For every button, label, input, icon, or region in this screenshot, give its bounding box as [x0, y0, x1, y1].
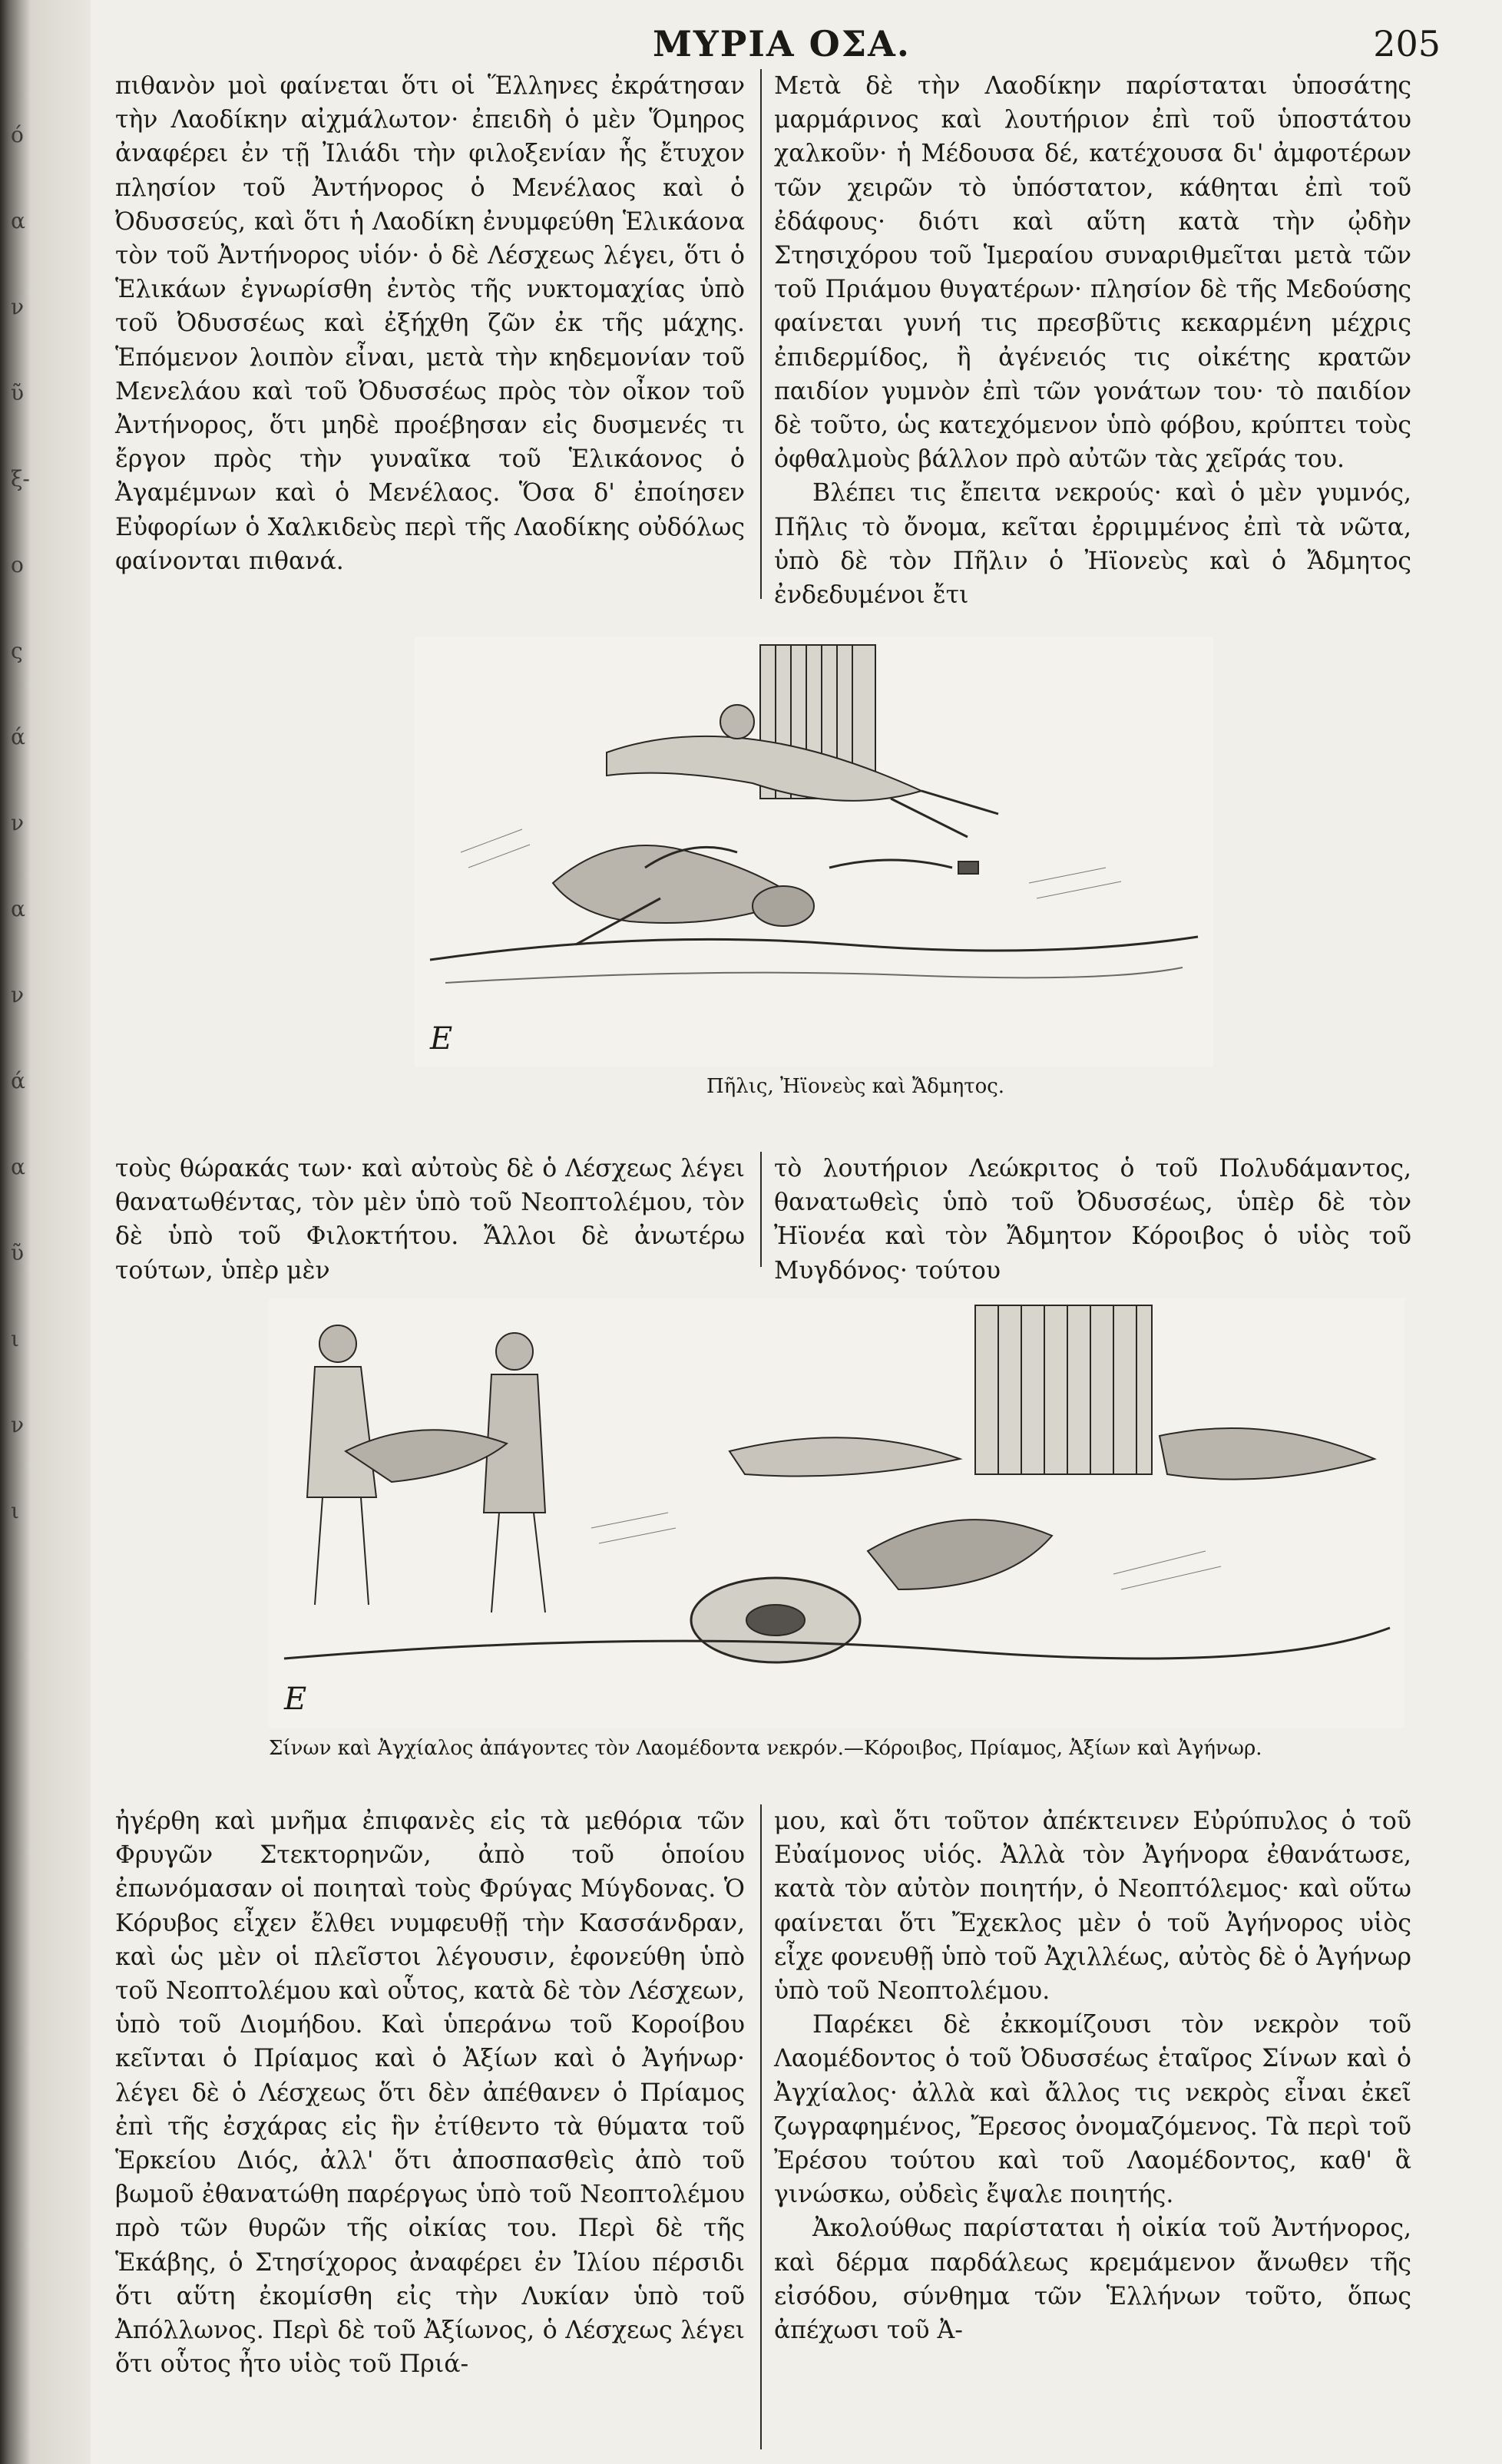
block2-left-column: [115, 1152, 745, 1285]
margin-fragment: ν: [11, 294, 25, 319]
page-number: 205: [1373, 23, 1441, 64]
margin-fragment: ν: [11, 982, 25, 1007]
block1-left-column: [115, 69, 745, 591]
running-header: [0, 17, 1502, 63]
margin-fragment: ά: [11, 1068, 25, 1093]
margin-fragment: α: [11, 1154, 25, 1179]
column-divider: [760, 69, 762, 599]
figure2-caption: Σίνων καὶ Ἀγχίαλος ἀπάγοντες τὸν Λαομέδοντα νεκρόν.—Κόροιβος, Πρίαμος, Ἀξίων καὶ Ἀγήνωρ.: [269, 1737, 1262, 1760]
margin-fragment: ι: [11, 1498, 19, 1523]
paragraph: πιθανὸν μοὶ φαίνεται ὅτι οἱ Ἕλληνες ἐκράτησαν τὴν Λαοδίκην αἰχμάλωτον· ἐπειδὴ ὁ μὲν Ὅμηρος ἀναφέρει ἐν τῇ Ἰλιάδι τὴν φιλοξενίαν ἧς ἔτυχον πλησίον τοῦ Ἀντήνορος ὁ Μενέλαος καὶ ὁ Ὀδυσσεύς, καὶ ὅτι ἡ Λαοδίκη ἐνυμφεύθη Ἑλικάονα τὸν τοῦ Ἀντήνορος υἱόν· ὁ δὲ Λέσχεως λέγει, ὅτι ὁ Ἑλικάων ἐγνωρίσθη ἐντὸς τῆς νυκτομαχίας ὑπὸ τοῦ Ὀδυσσέως καὶ ἐξήχθη ζῶν ἐκ τῆς μάχης. Ἑπόμενον λοιπὸν εἶναι, μετὰ τὴν κηδεμονίαν τοῦ Μενελάου καὶ τοῦ Ὀδυσσέως πρὸς τὸν οἶκον τοῦ Ἀντήνορος, ὅτι μηδὲ προέβησαν εἰς δυσμενές τι ἔργον πρὸς τὴν γυναῖκα τοῦ Ἑλικάονος ὁ Ἀγαμέμνων καὶ ὁ Μενέλαος. Ὅσα δ' ἐποίησεν Εὐφορίων ὁ Χαλκιδεὺς περὶ τῆς Λαοδίκης οὐδόλως φαίνονται πιθανά.: [115, 72, 745, 575]
paragraph: τοὺς θώρακάς των· καὶ αὐτοὺς δὲ ὁ Λέσχεως λέγει θανατωθέντας, τὸν μὲν ὑπὸ τοῦ Νεοπτολέμου, τὸν δὲ ὑπὸ τοῦ Φιλοκτήτου. Ἄλλοι δὲ ἀνωτέρω τούτων, ὑπὲρ μὲν: [115, 1155, 745, 1285]
margin-fragment: ῦ: [11, 1240, 25, 1265]
paragraph: Ἀκολούθως παρίσταται ἡ οἰκία τοῦ Ἀντήνορος, καὶ δέρμα παρδάλεως κρεμάμενον ἄνωθεν τῆς εἰσόδου, σύνθημα τῶν Ἑλλήνων τοῦτο, ὅπως ἀπέχωσι τοῦ Ἀ-: [774, 2214, 1411, 2345]
paragraph: τὸ λουτήριον Λεώκριτος ὁ τοῦ Πολυδάμαντος, θανατωθεὶς ὑπὸ τοῦ Ὀδυσσέως, ὑπὲρ δὲ τὸν Ἠϊονέα καὶ τὸν Ἄδμητον Κόροιβος ὁ υἱὸς τοῦ Μυγδόνος· τούτου: [774, 1155, 1411, 1285]
block2-right-column: [774, 1152, 1411, 1285]
margin-fragment: ι: [11, 1326, 19, 1351]
paragraph: Βλέπει τις ἔπειτα νεκρούς· καὶ ὁ μὲν γυμνός, Πῆλις τὸ ὄνομα, κεῖται ἐρριμμένος ἐπὶ τὰ νῶτα, ὑπὸ δὲ τὸν Πῆλιν ὁ Ἠϊονεὺς καὶ ὁ Ἄδμητος ἐνδεδυμένοι ἔτι: [774, 479, 1411, 610]
block1-right-column: [774, 69, 1411, 610]
running-title: ΜΥΡΙΑ ΟΣΑ.: [653, 23, 911, 64]
paragraph: μου, καὶ ὅτι τοῦτον ἀπέκτεινεν Εὐρύπυλος ὁ τοῦ Εὐαίμονος υἱός. Ἀλλὰ τὸν Ἀγήνορα ἐθανάτωσε, κατὰ τὸν αὐτὸν ποιητήν, ὁ Νεοπτόλεμος· καὶ οὕτω φαίνεται ὅτι Ἔχεκλος μὲν ὁ τοῦ Ἀγήνορος υἱὸς εἶχε φονευθῇ ὑπὸ τοῦ Ἀχιλλέως, αὐτὸς δὲ ὁ Ἀγήνωρ ὑπὸ τοῦ Νεοπτολέμου.: [774, 1807, 1411, 2006]
margin-fragment: ς: [11, 638, 23, 663]
engraving-fallen-warriors: [415, 637, 1213, 1067]
engraving-carrying-corpse: [269, 1298, 1405, 1728]
margin-fragment: α: [11, 208, 25, 233]
block3-right-column: [774, 1804, 1411, 2449]
engraver-monogram: E: [284, 1682, 307, 1717]
margin-fragment: ο: [11, 552, 24, 577]
previous-page-edge: [0, 0, 91, 2464]
column-divider: [760, 1804, 762, 2449]
paragraph: Παρέκει δὲ ἐκκομίζουσι τὸν νεκρὸν τοῦ Λαομέδοντος ὁ τοῦ Ὀδυσσέως ἑταῖρος Σίνων καὶ ὁ Ἀγχίαλος· ἀλλὰ καὶ ἄλλος τις νεκρὸς εἶναι ἐκεῖ ζωγραφημένος, Ἔρεσος ὀνομαζόμενος. Τὰ περὶ τοῦ Ἐρέσου τούτου καὶ τοῦ Λαομέδοντος, καθ' ἃ γινώσκω, οὐδεὶς ἔψαλε ποιητής.: [774, 2011, 1411, 2209]
previous-page-fragments: [11, 92, 41, 1554]
column-divider: [760, 1152, 762, 1267]
illustration-pelis-eioneus-admetos: [415, 637, 1213, 1067]
margin-fragment: ν: [11, 810, 25, 835]
paragraph: ἠγέρθη καὶ μνῆμα ἐπιφανὲς εἰς τὰ μεθόρια τῶν Φρυγῶν Στεκτορηνῶν, ἀπὸ τοῦ ὁποίου ἐπωνόμασαν οἱ ποιηταὶ τοὺς Φρύγας Μύγδονας. Ὁ Κόρυβος εἶχεν ἔλθει νυμφευθῇ τὴν Κασσάνδραν, καὶ ὡς μὲν οἱ πλεῖστοι λέγουσιν, ἐφονεύθη ὑπὸ τοῦ Νεοπτολέμου καὶ οὗτος, κατὰ δὲ τὸν Λέσχεων, ὑπὸ τοῦ Διομήδου. Καὶ ὑπεράνω τοῦ Κοροίβου κεῖνται ὁ Πρίαμος καὶ ὁ Ἀξίων καὶ ὁ Ἀγήνωρ· λέγει δὲ ὁ Λέσχεως ὅτι δὲν ἀπέθανεν ὁ Πρίαμος ἐπὶ τῆς ἐσχάρας εἰς ἣν ἐτίθεντο τὰ θύματα τοῦ Ἑρκείου Διός, ἀλλ' ὅτι ἀποσπασθεὶς ἀπὸ τοῦ βωμοῦ ἐθανατώθη παρέργως ὑπὸ τοῦ Νεοπτολέμου πρὸ τῶν θυρῶν τῆς οἰκίας του. Περὶ δὲ τῆς Ἑκάβης, ὁ Στησίχορος ἀναφέρει ἐν Ἰλίου πέρσιδι ὅτι αὕτη ἐκομίσθη εἰς τὴν Λυκίαν ὑπὸ τοῦ Ἀπόλλωνος. Περὶ δὲ τοῦ Ἀξίωνος, ὁ Λέσχεως λέγει ὅτι οὗτος ἦτο υἱὸς τοῦ Πριά-: [115, 1807, 745, 2379]
figure1-caption: Πῆλις, Ἠϊονεὺς καὶ Ἄδμητος.: [706, 1075, 1005, 1098]
margin-fragment: ν: [11, 1412, 25, 1437]
block3-left-column: [115, 1804, 745, 2449]
margin-fragment: ῦ: [11, 380, 25, 405]
engraver-monogram: E: [430, 1021, 453, 1057]
margin-fragment: ά: [11, 724, 25, 749]
margin-fragment: ξ-: [11, 466, 30, 491]
illustration-laomedon-corpse: [269, 1298, 1405, 1728]
paragraph: Μετὰ δὲ τὴν Λαοδίκην παρίσταται ὑποσάτης μαρμάρινος καὶ λουτήριον ἐπὶ τοῦ ὑποστάτου χαλκοῦν· ἡ Μέδουσα δέ, κατέχουσα δι' ἀμφοτέρων τῶν χειρῶν τὸ ὑπόστατον, κάθηται ἐπὶ τοῦ ἐδάφους· διότι καὶ αὕτη κατὰ τὴν ᾠδὴν Στησιχόρου τοῦ Ἱμεραίου συναριθμεῖται μετὰ τῶν τοῦ Πριάμου θυγατέρων· πλησίον δὲ τῆς Μεδούσης φαίνεται γυνή τις πρεσβῦτις κεκαρμένη μέχρις ἐπιδερμίδος, ἢ ἀγένειός τις οἰκέτης κρατῶν παιδίον γυμνὸν ἐπὶ τῶν γονάτων του· τὸ παιδίον δὲ τοῦτο, ὡς κατεχόμενον ὑπὸ φόβου, κρύπτει τοὺς ὀφθαλμοὺς βάλλον πρὸ αὐτῶν τὰς χεῖράς του.: [774, 72, 1411, 474]
margin-fragment: ό: [11, 122, 24, 147]
margin-fragment: α: [11, 896, 25, 921]
